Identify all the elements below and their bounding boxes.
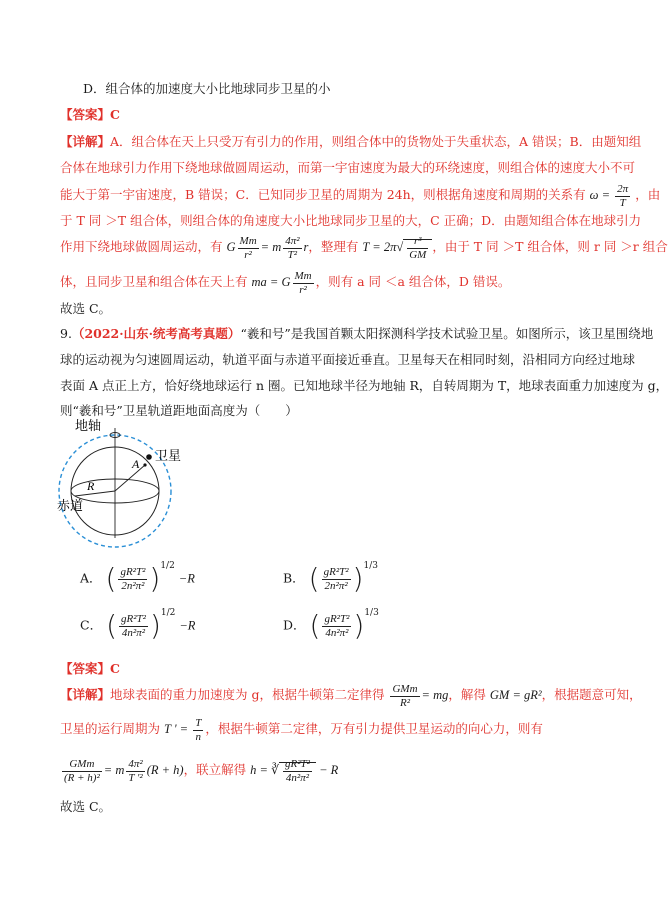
detail-2-line-3: $\frac{\text{GMm}}{\text{(R + h)²}}$ = m $\frac{\text{4π²}}{\text{T '²}}$ (R + h)，联立解得 h = ∛ $\frac{\text{gR²T²}}{\text{4n²π²}}$ − R [64, 757, 339, 784]
option-d-previous: D．组合体的加速度大小比地球同步卫星的小 [83, 81, 331, 96]
option-a[interactable]: A． ( $\frac{\text{gR²T²}}{\text{2n²π²}}$ )$^{1/2}$ −R [80, 561, 195, 595]
axis-label: 地轴 [75, 419, 102, 434]
detail-1-line-5: 作用下绕地球做圆周运动，有 G $\frac{Mm}{\text{r²}}$ = m $\frac{\text{4π²}}{\text{T²}}$ r，整理有 T = 2π√ $\frac{\text{r³}}{GM}$ ，由于 T 同 ＞T 组合体，则 r 同 ＞r 组合 [60, 234, 668, 261]
detail-2-line-1: 【详解】地球表面的重力加速度为 g，根据牛顿第二定律得 $\frac{\text{GMm}}{\text{R²}}$ = mg，解得 GM = gR²，根据题意可知， [60, 682, 642, 709]
omega-formula: ω = $\frac{2\pi}{T}$ [589, 182, 629, 209]
option-d[interactable]: D． ( $\frac{\text{gR²T²}}{\text{4n²π²}}$ )$^{1/3}$ [283, 608, 379, 642]
detail-1-line-3: 能大于第一宇宙速度，B 错误；C．已知同步卫星的周期为 24h，则根据角速度和周期的关系有 ω = $\frac{2\pi}{T}$ ，由 [60, 182, 661, 209]
point-a-dot [143, 463, 146, 466]
detail-1-line-4: 于 T 同 ＞T 组合体，则组合体的角速度大小比地球同步卫星的大，C 正确；D．由题知组合体在地球引力 [60, 213, 642, 228]
detail-2-line-2: 卫星的运行周期为 T ' = $\frac{T}{n}$ ，根据牛顿第二定律，万有引力提供卫星运动的向心力，则有 [60, 716, 543, 743]
equator-label: 赤道 [57, 499, 84, 514]
answer-label: 【答案】 [60, 107, 111, 122]
point-a-label: A [132, 457, 140, 471]
answer-1 [60, 106, 120, 124]
therefore-2: 故选 C。 [60, 799, 112, 814]
question-9-line-4: 则“羲和号”卫星轨道距地面高度为（ ） [60, 403, 298, 418]
question-9-line-3: 表面 A 点正上方，恰好绕地球运行 n 圈。已知地球半径为地轴 R，自转周期为 T，地球表面重力加速度为 g， [60, 378, 668, 393]
detail-1-line-2: 合体在地球引力作用下绕地球做圆周运动，而第一宇宙速度为最大的环绕速度，则组合体的速度大小不可 [60, 160, 636, 175]
radius-line-r [75, 491, 115, 496]
detail-1-line-6: 体，且同步卫星和组合体在天上有 ma = G $\frac{Mm}{\text{r²}}$ ，则有 a 同 ＜a 组合体，D 错误。 [60, 269, 511, 296]
question-9-line-2: 球的运动视为匀速圆周运动，轨道平面与赤道平面接近垂直。卫星每天在相同时刻，沿相同方向经过地球 [60, 352, 636, 367]
question-source: （2022·山东·统考高考真题） [71, 326, 241, 341]
satellite-dot [146, 454, 152, 460]
answer-value: C [110, 107, 120, 122]
period-formula: T = 2π√ $\frac{\text{r³}}{GM}$ [362, 239, 432, 254]
radius-label: R [87, 479, 95, 493]
radius-line-a [115, 465, 145, 491]
option-c[interactable]: C． ( $\frac{\text{gR²T²}}{\text{4n²π²}}$ )$^{1/2}$ −R [80, 608, 196, 642]
gravity-formula: G $\frac{Mm}{\text{r²}}$ = m $\frac{\text{4π²}}{\text{T²}}$ r [226, 234, 309, 261]
answer-2: 【答案】C [60, 661, 120, 676]
therefore-1: 故选 C。 [60, 301, 112, 316]
option-b[interactable]: B． ( $\frac{\text{gR²T²}}{\text{2n²π²}}$ )$^{1/3}$ [283, 561, 378, 595]
accel-formula: ma = G $\frac{Mm}{\text{r²}}$ [251, 269, 312, 296]
detail-label: 【详解】 [60, 134, 111, 149]
satellite-label: 卫星 [155, 449, 182, 464]
question-9-line-1: 9.（2022·山东·统考高考真题）“羲和号”是我国首颗太阳探测科学技术试验卫星。如图所示，该卫星围绕地 [60, 326, 654, 341]
earth-satellite-figure [55, 418, 195, 553]
detail-1-line-1: 【详解】A．组合体在天上只受万有引力的作用，则组合体中的货物处于失重状态，A 错误；B．由题知组 [60, 134, 642, 149]
